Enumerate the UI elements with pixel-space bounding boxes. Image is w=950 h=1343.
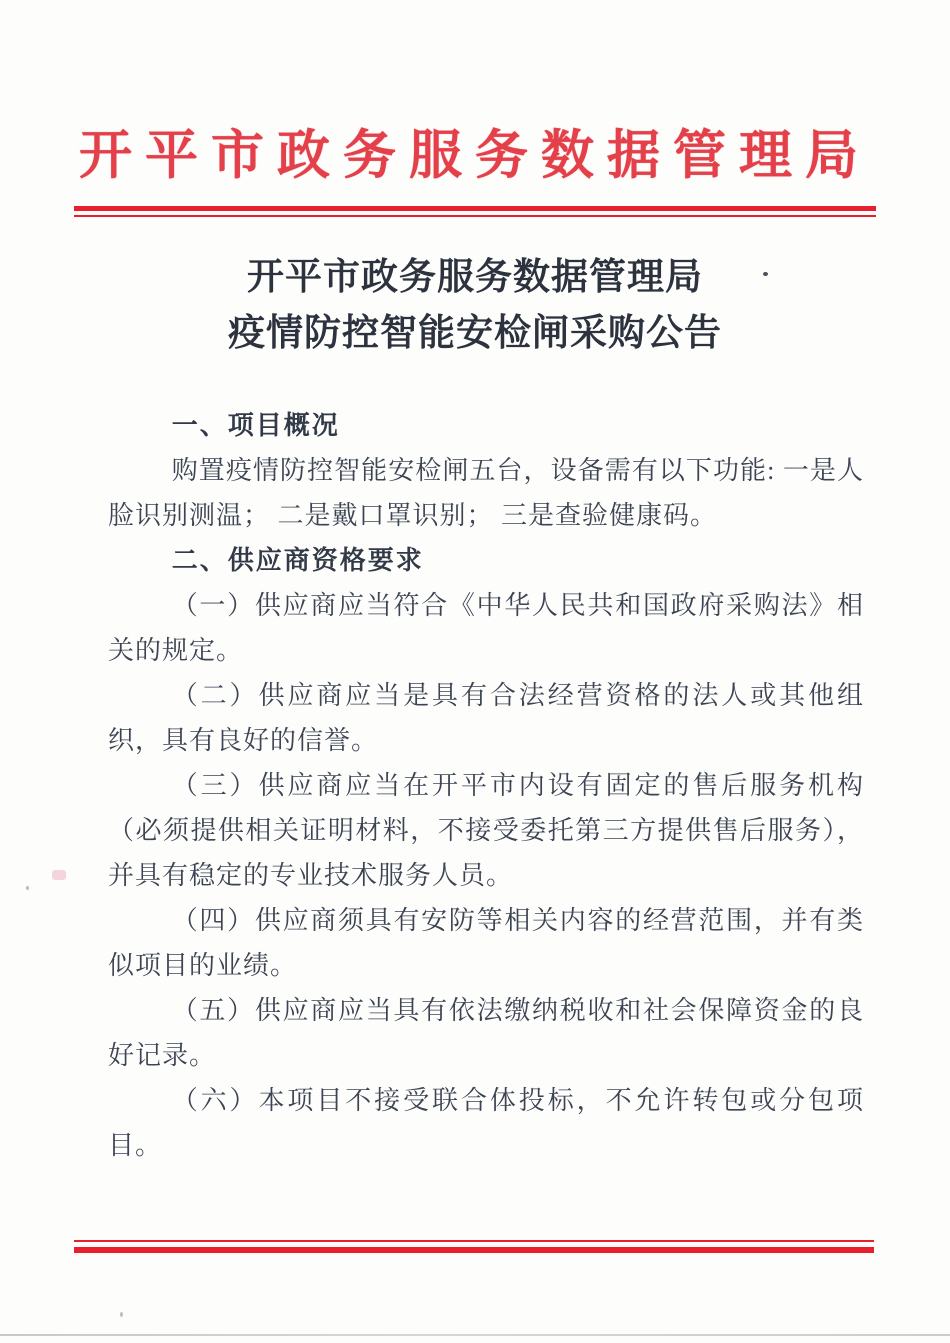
scan-speck: [26, 886, 29, 890]
section-heading-supplier-qualifications: 二、供应商资格要求: [171, 545, 424, 575]
paragraph-requirement-3: （三）供应商应当在开平市内设有固定的售后服务机构（必须提供相关证明材料，不接受委托第三方提供售后服务），并具有稳定的专业技术服务人员。: [108, 771, 864, 890]
paragraph-project-overview: 购置疫情防控智能安检闸五台，设备需有以下功能: 一是人脸识别测温； 二是戴口罩识别； 三是查验健康码。: [108, 456, 864, 530]
paragraph-requirement-5: （五）供应商应当具有依法缴纳税收和社会保障资金的良好记录。: [108, 996, 864, 1070]
letterhead-divider: [74, 206, 876, 217]
scan-speck: [763, 272, 768, 276]
section-heading-project-overview: 一、项目概况: [171, 410, 340, 440]
paragraph-requirement-6: （六）本项目不接受联合体投标，不允许转包或分包项目。: [108, 1086, 864, 1160]
divider-thick-rule: [74, 1247, 874, 1253]
document-title-line2: 疫情防控智能安检闸采购公告: [228, 313, 722, 354]
footer-divider: [74, 1240, 874, 1253]
document-title-line1: 开平市政务服务数据管理局: [247, 257, 703, 298]
scan-speck: [120, 1312, 123, 1317]
document-body: [108, 403, 864, 1168]
document-title: [0, 250, 950, 362]
paragraph-requirement-2: （二）供应商应当是具有合法经营资格的法人或其他组织，具有良好的信誉。: [108, 681, 864, 755]
letterhead-title: 开平市政务服务数据管理局: [79, 127, 871, 185]
divider-thin-rule: [74, 215, 876, 217]
paragraph-requirement-4: （四）供应商须具有安防等相关内容的经营范围，并有类似项目的业绩。: [108, 906, 864, 980]
scan-speck: [52, 870, 66, 880]
paragraph-requirement-1: （一）供应商应当符合《中华人民共和国政府采购法》相关的规定。: [108, 591, 864, 665]
scan-paper-edge: [0, 1334, 950, 1336]
